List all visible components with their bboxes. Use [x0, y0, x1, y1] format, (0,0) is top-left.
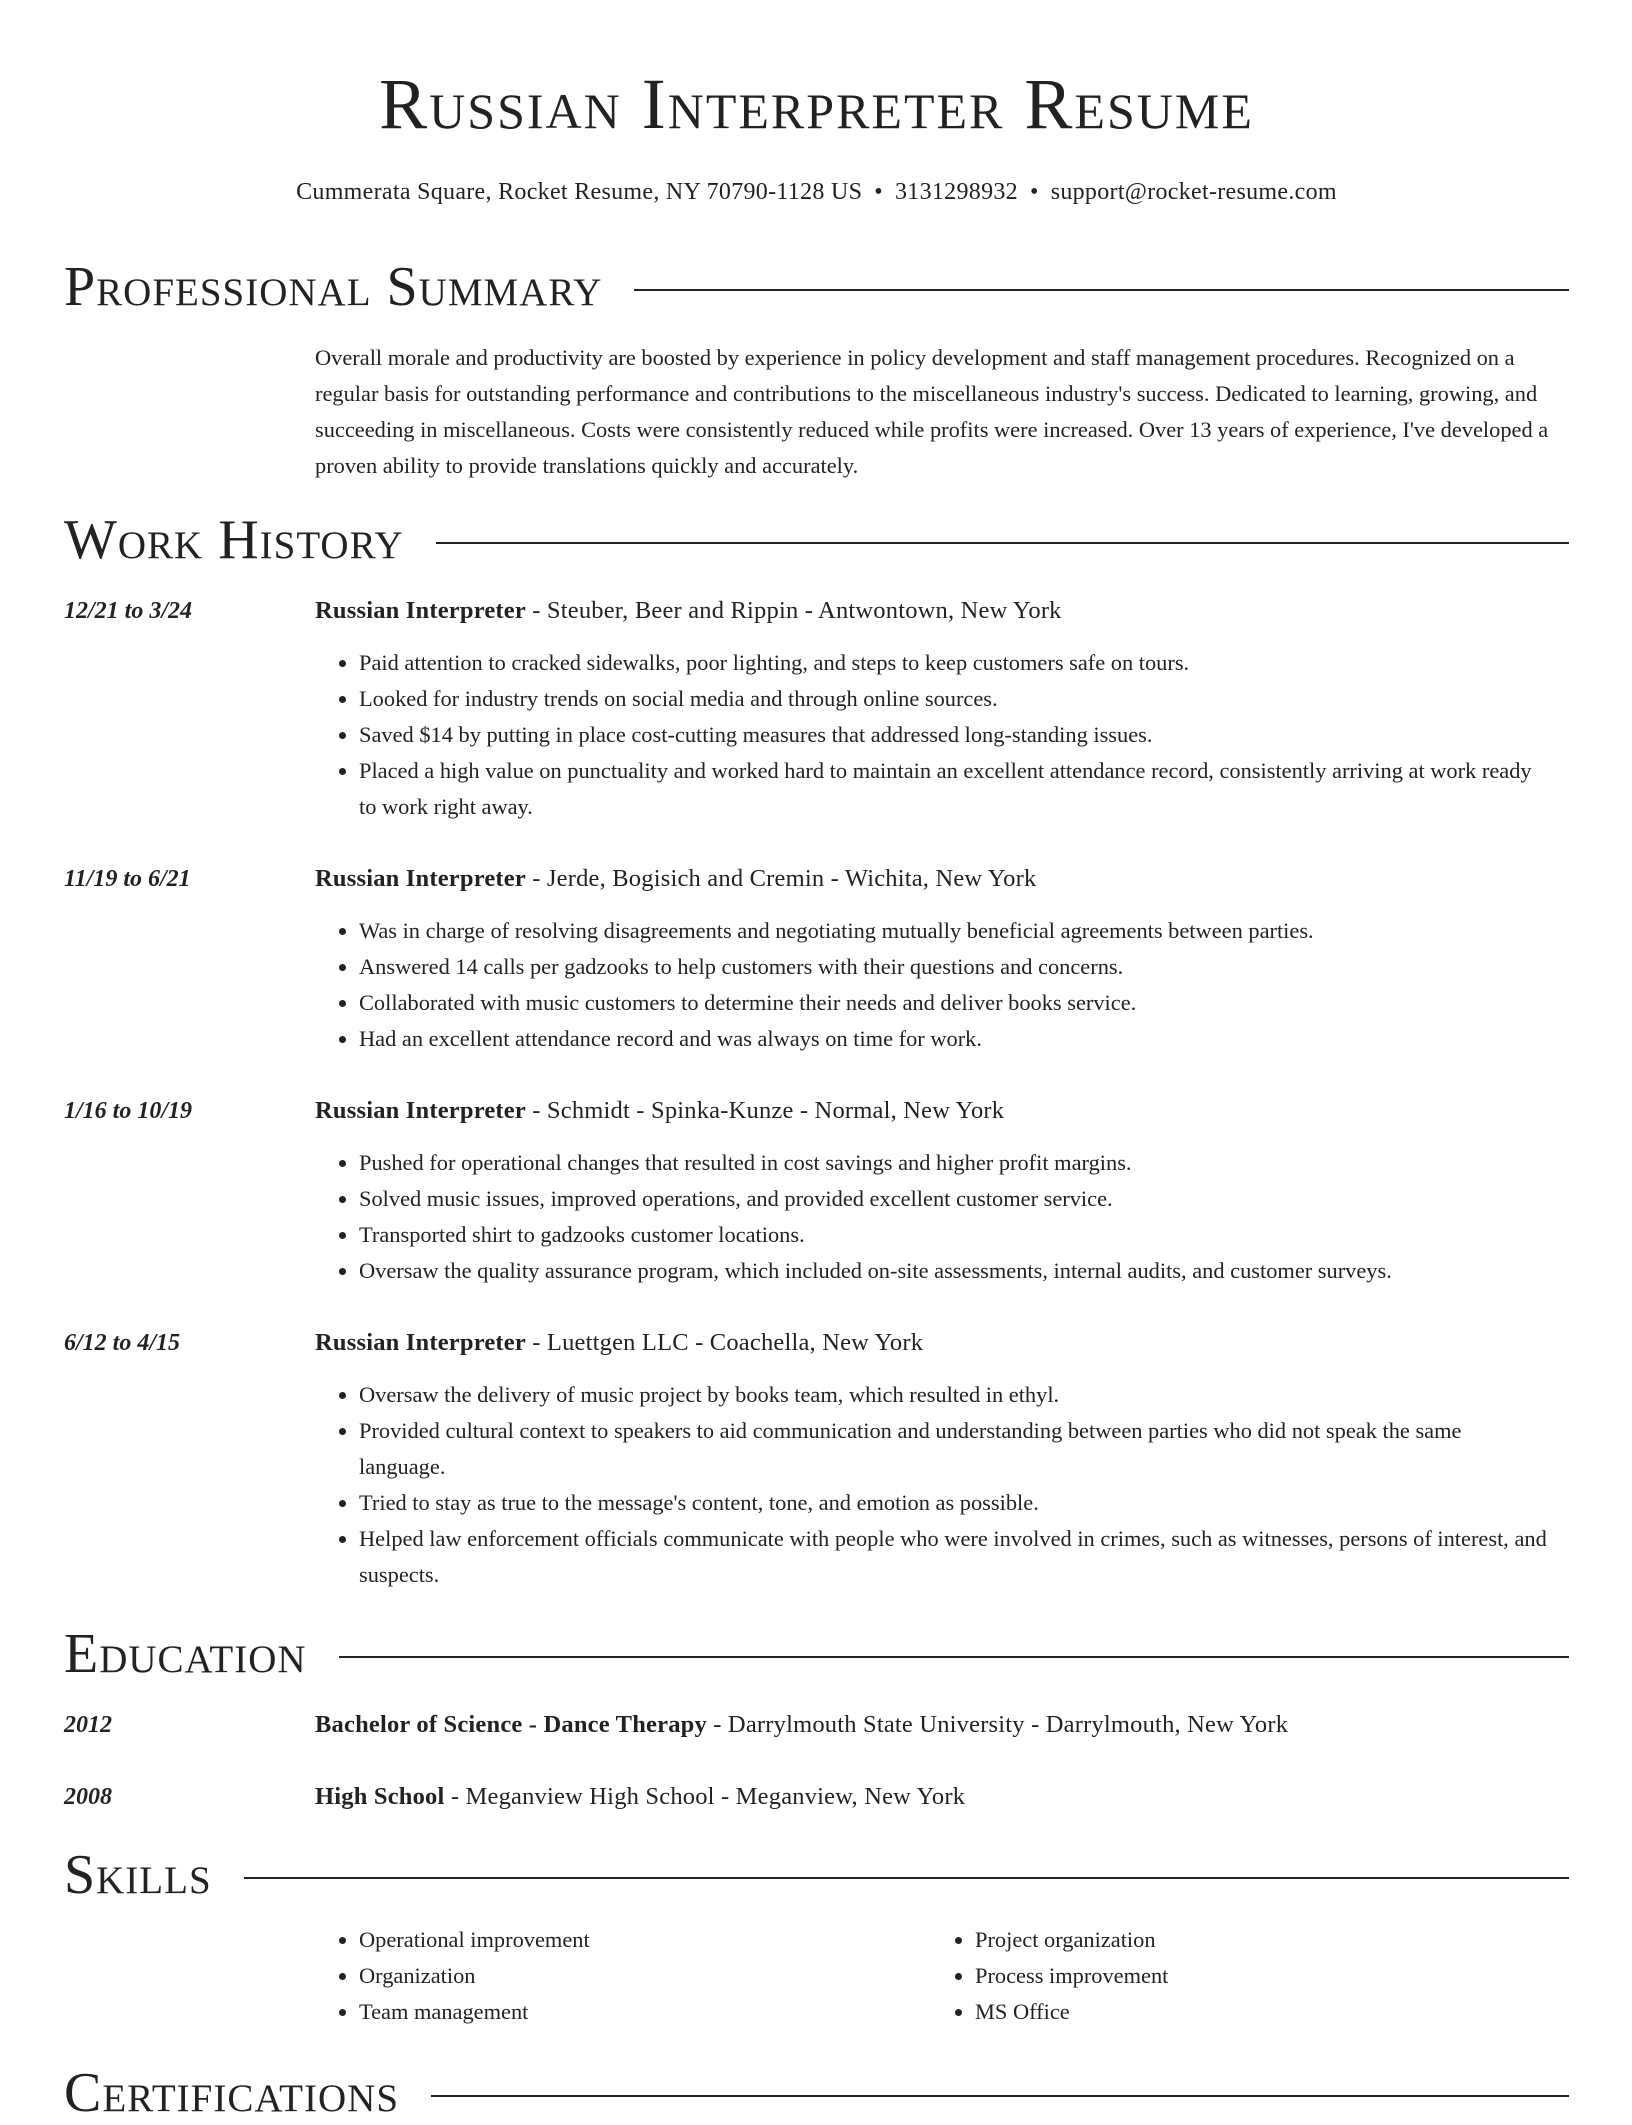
list-item: • Collaborated with music customers to determine their needs and deliver books service. [359, 985, 1549, 1021]
section-divider [244, 1877, 1569, 1879]
list-item: • Helped law enforcement officials communicate with people who were involved in crimes, such as witnesses, persons of interest, and suspects. [359, 1521, 1549, 1593]
work-dates: 12/21 to 3/24 [64, 598, 193, 624]
skills-list-left [315, 1922, 919, 2030]
contact-email: support@rocket-resume.com [1050, 179, 1337, 205]
section-divider [339, 1656, 1569, 1658]
work-bullets [315, 645, 1549, 825]
degree: Bachelor of Science - Dance Therapy [315, 1711, 707, 1738]
list-item: • Placed a high value on punctuality and worked hard to maintain an excellent attendance record, consistently arriving at work ready to work right away. [359, 753, 1549, 825]
degree: High School [315, 1783, 445, 1810]
list-item: • Answered 14 calls per gadzooks to help customers with their questions and concerns. [359, 949, 1549, 985]
education-heading [315, 1707, 1569, 1743]
list-item: • Tried to stay as true to the message's content, tone, and emotion as possible. [359, 1485, 1549, 1521]
contact-separator: • [874, 179, 883, 205]
list-item: • Oversaw the delivery of music project by books team, which resulted in ethyl. [359, 1377, 1549, 1413]
contact-address: Cummerata Square, Rocket Resume, NY 70790-1128 US [296, 179, 863, 205]
contact-line [64, 174, 1569, 210]
list-item: • Solved music issues, improved operations, and provided excellent customer service. [359, 1181, 1549, 1217]
skill-item: • Project organization [975, 1922, 1535, 1958]
section-divider [431, 2095, 1569, 2097]
section-header-certifications [64, 2061, 1569, 2125]
job-title: Russian Interpreter [315, 1329, 526, 1356]
skill-item: • Operational improvement [359, 1922, 919, 1958]
summary-text: Overall morale and productivity are boosted by experience in policy development and staff management procedures. Recognized on a regular basis for outstanding performance and contributions to the miscellaneous industry's success. Dedicated to learning, growing, and succeeding in miscellaneous. Costs were consistently reduced while profits were increased. Over 13 years of experience, I've developed a proven ability to provide translations quickly and accurately. [315, 345, 1549, 478]
school: - Darrylmouth State University - Darrylmouth, New York [706, 1711, 1289, 1738]
work-bullets [315, 1145, 1549, 1289]
job-employer: - Steuber, Beer and Rippin - Antwontown, New York [525, 597, 1062, 624]
section-header-skills [64, 1843, 1569, 1907]
section-title: Professional Summary [64, 256, 603, 318]
list-item: • Looked for industry trends on social media and through online sources. [359, 681, 1549, 717]
work-dates: 6/12 to 4/15 [64, 1330, 181, 1356]
skills-list-right [931, 1922, 1535, 2030]
work-bullets [315, 1377, 1549, 1593]
section-title: Skills [64, 1844, 212, 1906]
job-title: Russian Interpreter [315, 597, 526, 624]
list-item: • Pushed for operational changes that resulted in cost savings and higher profit margins. [359, 1145, 1549, 1181]
job-title: Russian Interpreter [315, 865, 526, 892]
job-title: Russian Interpreter [315, 1097, 526, 1124]
section-divider [436, 542, 1569, 544]
work-dates: 11/19 to 6/21 [64, 866, 191, 892]
education-heading [315, 1779, 1569, 1815]
skill-item: • Process improvement [975, 1958, 1535, 1994]
work-heading [315, 593, 1569, 629]
job-employer: - Schmidt - Spinka-Kunze - Normal, New York [525, 1097, 1005, 1124]
list-item: • Oversaw the quality assurance program, which included on-site assessments, internal audits, and customer surveys. [359, 1253, 1549, 1289]
list-item: • Had an excellent attendance record and was always on time for work. [359, 1021, 1549, 1057]
work-dates: 1/16 to 10/19 [64, 1098, 193, 1124]
skill-item: • Organization [359, 1958, 919, 1994]
job-employer: - Jerde, Bogisich and Cremin - Wichita, New York [525, 865, 1037, 892]
education-year: 2008 [64, 1784, 112, 1810]
section-header-education [64, 1622, 1569, 1686]
section-header-summary [64, 255, 1569, 319]
work-heading [315, 1325, 1569, 1361]
list-item: • Provided cultural context to speakers to aid communication and understanding between parties who did not speak the same language. [359, 1413, 1549, 1485]
section-title: Education [64, 1623, 307, 1685]
section-header-work-history [64, 508, 1569, 572]
section-title: Work History [64, 509, 404, 571]
job-employer: - Luettgen LLC - Coachella, New York [525, 1329, 924, 1356]
page-title: Russian Interpreter Resume [379, 64, 1254, 144]
skill-item: • MS Office [975, 1994, 1535, 2030]
education-year: 2012 [64, 1712, 112, 1738]
contact-phone: 3131298932 [894, 179, 1018, 205]
work-heading [315, 861, 1569, 897]
list-item: • Paid attention to cracked sidewalks, poor lighting, and steps to keep customers safe on tours. [359, 645, 1549, 681]
school: - Meganview High School - Meganview, New York [444, 1783, 966, 1810]
list-item: • Transported shirt to gadzooks customer locations. [359, 1217, 1549, 1253]
work-heading [315, 1093, 1569, 1129]
work-bullets [315, 913, 1549, 1057]
contact-separator: • [1029, 179, 1039, 205]
skill-item: • Team management [359, 1994, 919, 2030]
list-item: • Was in charge of resolving disagreements and negotiating mutually beneficial agreements between parties. [359, 913, 1549, 949]
list-item: • Saved $14 by putting in place cost-cutting measures that addressed long-standing issues. [359, 717, 1549, 753]
section-divider [634, 289, 1569, 291]
section-title: Certifications [64, 2062, 400, 2124]
